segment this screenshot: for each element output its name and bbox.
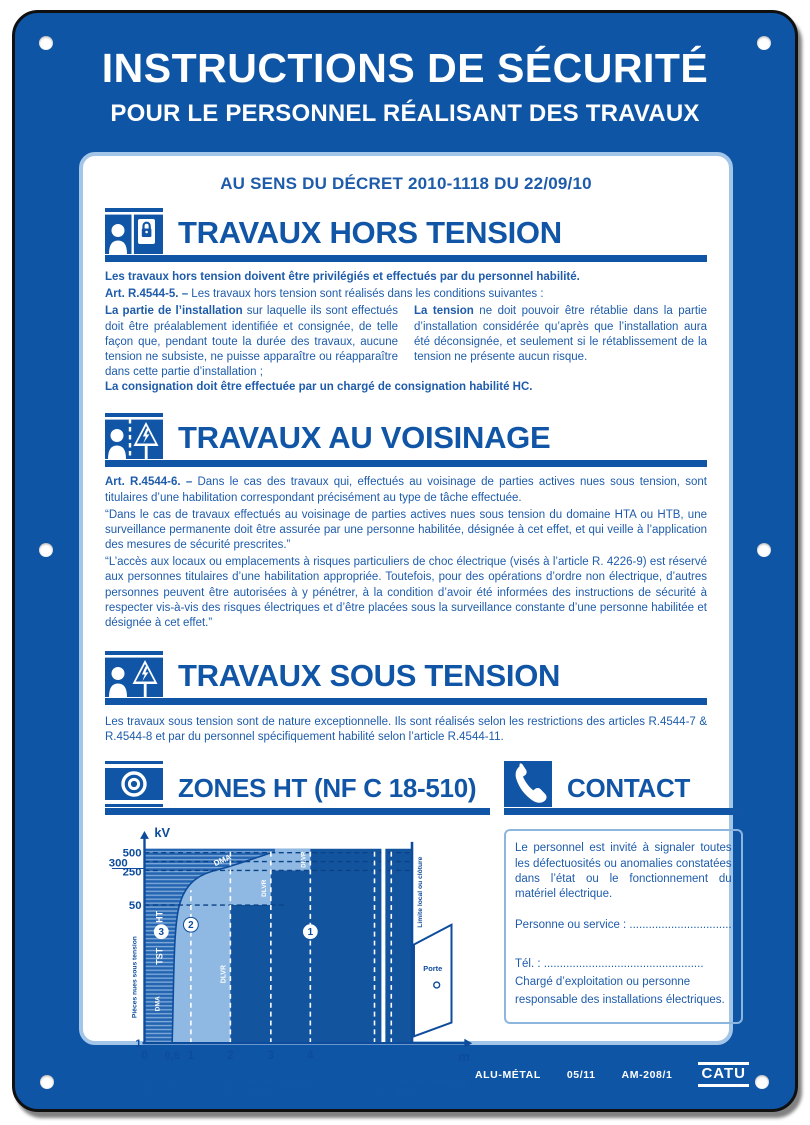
section-rule (105, 808, 490, 815)
tel-dotted-field: .................................................. (543, 958, 704, 971)
legend-num-2: 2 (217, 1079, 233, 1096)
phone-icon (504, 761, 552, 807)
section-voisinage (105, 413, 707, 631)
section-body (105, 270, 707, 395)
y-axis-arrow (140, 831, 149, 839)
col1-lead: La partie de l’installation (105, 305, 243, 318)
zone2-marker-num: 2 (188, 920, 194, 932)
screw-hole (40, 1075, 54, 1089)
contact-notice: Le personnel est invité à signaler toutes les défectuosités ou anomalies constatées dans l’état ou le fonctionnement du matériel électrique. (515, 842, 732, 900)
zone3-marker-num: 3 (158, 927, 165, 939)
x-axis-arrow (464, 1039, 472, 1048)
section-title: ZONES HT (NF C 18-510) (178, 773, 477, 804)
section-rule (504, 808, 743, 815)
x-tick-1: 1 (187, 1048, 195, 1063)
section-hors-tension (105, 208, 707, 395)
dlvr-label-3: DLVR (300, 851, 308, 869)
y-tick-500: 500 (122, 848, 142, 861)
paragraph: “Dans le cas de travaux effectués au voisinage de parties actives nues sous tension du domaine HTA ou HTB, une surveillance permanente doit être assurée par une personne habilitée, désignée à cet effet, et qui veille à l’application des mesures de sécurité prescrites.” (105, 508, 707, 552)
column-left (105, 304, 398, 380)
paragraph: “L’accès aux locaux ou emplacements à risques particuliers de choc électrique (visés à l’article R. 4226-9) est réservé aux personnes titulaires d’une habilitation appropriée. Toutefois, pour des opérations d’ordre non électrique, d’autres personnes peuvent être autorisées à y pénétrer, à la condition d’avoir été informées des instructions de sécurité à respecter vis-à-vis des risques électriques et d’être placées sous la surveillance constante d’une personne habilitée et désignée à cet effet.” (105, 556, 707, 629)
sign-subtitle: POUR LE PERSONNEL RÉALISANT DES TRAVAUX (110, 100, 700, 127)
x-tick-06: 0,6 (164, 1050, 180, 1063)
section-title: CONTACT (567, 773, 691, 804)
metal-plate (12, 10, 798, 1112)
article-text: Dans le cas des travaux qui, effectués au voisinage de parties actives nues sous tension, sont titulaires d’une habilitation correspondant précisément au type de tâche effectuée. (105, 476, 707, 504)
screw-hole (39, 543, 53, 557)
screw-hole (755, 1075, 769, 1089)
limit-caption: Limite local ou clôture (416, 857, 424, 929)
contact-person-line (515, 918, 732, 933)
outro-bold: La consignation doit être effectuée par un chargé de consignation habilité HC. (105, 381, 533, 394)
section-rule (105, 698, 707, 705)
person-label: Personne ou service : (515, 919, 630, 932)
catu-logo: CATU (698, 1062, 749, 1087)
paragraph: Les travaux sous tension sont de nature exceptionnelle. Ils sont réalisés selon les restrictions des articles R.4544-7 & R.4544-8 et par du personnel spécifiquement habilité selon l’article R.4544-11. (105, 716, 707, 744)
legend-item (217, 1077, 346, 1097)
col2-lead: La tension (414, 305, 474, 318)
col1-text: sur laquelle ils sont effectués doit être préalablement identifiée et consignée, de telle façon que, pendant toute la durée des travaux, aucune tension ne subsiste, ne puisse apparaître ou réapparaître dans cette partie d’installation ; (105, 305, 398, 379)
axis-break (381, 848, 385, 1044)
dma-label-curve: DMA (212, 852, 233, 869)
article-ref: Art. R.4544-5. – (105, 288, 192, 301)
tst-label: TST (154, 948, 165, 966)
col2-text: ne doit pouvoir être rétablie dans la partie d’installation considérée qu’après que l’installation aura été déconsignée, et seulement si le rétablissement de la tension ne présente aucun risque. (414, 305, 707, 363)
screw-hole (39, 36, 53, 50)
section-sous-tension (105, 651, 707, 745)
legend-label-2: Zone de voisinage renforcée (239, 1077, 314, 1098)
left-axis-caption: Pièces nues sous tension (131, 936, 139, 1019)
section-title: TRAVAUX HORS TENSION (178, 215, 562, 250)
y-tick-300: 300 (108, 857, 128, 870)
y-tick-50: 50 (128, 900, 142, 913)
legend-item (121, 1077, 191, 1097)
legend-num-1: 1 (372, 1079, 388, 1096)
article-text: Les travaux hors tension sont réalisés dans les conditions suivantes : (191, 288, 544, 301)
y-tick-1: 1 (135, 1038, 142, 1051)
legend-label-1: Zone de voisinage simple (394, 1077, 469, 1098)
ht-label: HT (154, 911, 165, 924)
contact-note: Chargé d’exploitation ou personne responsable des installations électriques. (515, 976, 725, 1007)
x-tick-2: 2 (227, 1048, 234, 1063)
y-unit-label: kV (154, 825, 171, 841)
section-title: TRAVAUX AU VOISINAGE (178, 420, 551, 456)
section-zones-ht (105, 761, 490, 1097)
target-icon (105, 761, 163, 807)
legend-label-3: Zone TST HT (142, 1077, 182, 1098)
intro-bold: Les travaux hors tension doivent être privilégiés et effectués par du personnel habilité. (105, 271, 580, 283)
contact-box (504, 829, 743, 1024)
x-tick-4: 4 (307, 1048, 314, 1063)
article-ref: Art. R.4544-6. – (105, 476, 198, 489)
column-right (414, 304, 707, 380)
sign-title: INSTRUCTIONS DE SÉCURITÉ (101, 45, 709, 91)
person-dotted-field: ................................ (629, 919, 732, 932)
section-body (105, 475, 707, 631)
screw-hole (757, 543, 771, 557)
x-tick-3: 3 (267, 1048, 275, 1063)
dlvr-label-1: DLVR (220, 965, 228, 984)
section-title: TRAVAUX SOUS TENSION (178, 658, 561, 694)
door-shape (414, 925, 452, 1037)
plate-footer (475, 1062, 749, 1087)
section-rule (105, 460, 707, 467)
section-contact (504, 761, 743, 1097)
x-tick-0: 0 (141, 1048, 148, 1063)
chart-legend (105, 1077, 490, 1097)
live-work-warning-icon (105, 651, 163, 697)
legend-item (372, 1077, 490, 1097)
dlvr-label-2: DLVR (260, 880, 268, 898)
proximity-warning-icon (105, 413, 163, 459)
decree-line: AU SENS DU DÉCRET 2010-1118 DU 22/09/10 (220, 174, 592, 193)
screw-hole (757, 36, 771, 50)
y-tick-250: 250 (122, 866, 142, 879)
zone1-marker-num: 1 (307, 927, 314, 939)
reference-label: AM-208/1 (621, 1068, 673, 1081)
x-unit-label: m (458, 1049, 470, 1065)
door-label: Porte (423, 964, 443, 974)
material-label: ALU-MÉTAL (474, 1068, 541, 1081)
tel-label: Tél. : (515, 958, 544, 971)
section-rule (105, 255, 707, 262)
legend-num-3: 3 (121, 1079, 137, 1096)
lockout-worker-icon (105, 208, 163, 254)
contact-tel-line (515, 957, 732, 972)
dma-label-vertical: DMA (154, 996, 162, 1012)
section-body (105, 715, 707, 745)
date-label: 05/11 (566, 1068, 596, 1081)
zones-ht-chart (105, 821, 490, 1070)
